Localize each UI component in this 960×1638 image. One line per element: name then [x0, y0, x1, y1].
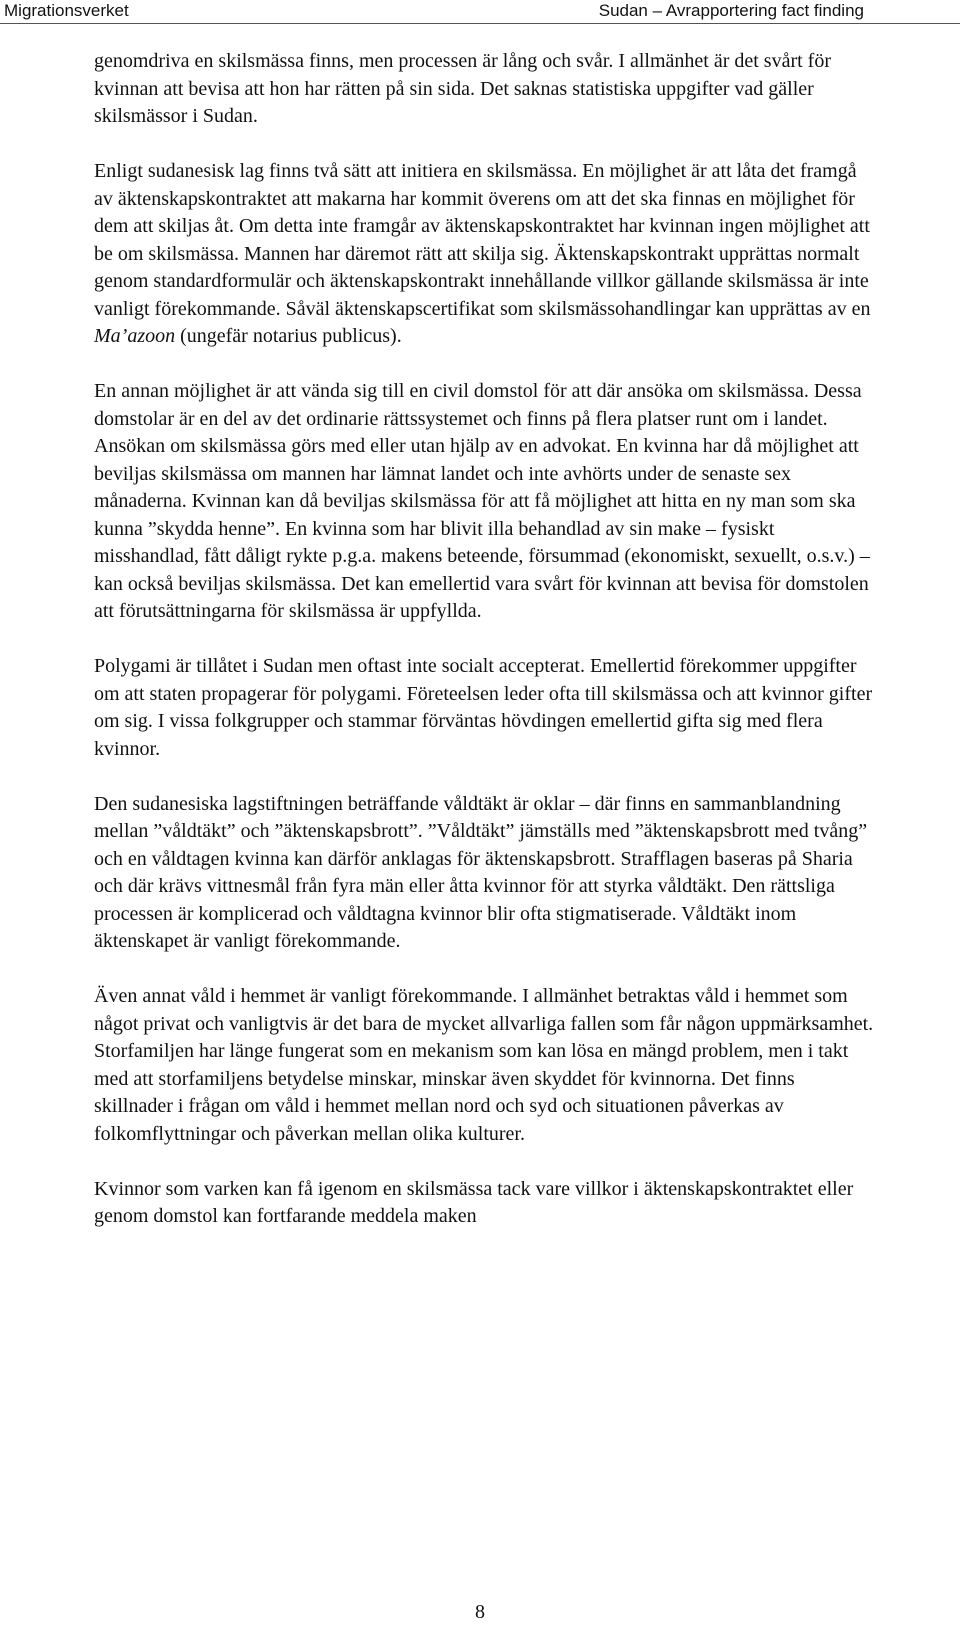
- paragraph: Den sudanesiska lagstiftningen beträffande våldtäkt är oklar – där finns en sammanblandning mellan ”våldtäkt” och ”äktenskapsbrott”. ”Våldtäkt” jämställs med ”äktenskapsbrott med tvång” och en våldtagen kvinna kan därför anklagas för äktenskapsbrott. Strafflagen baseras på Sharia och där krävs vittnesmål från fyra män eller åtta kvinnor för att styrka våldtäkt. Den rättsliga processen är komplicerad och våldtagna kvinnor blir ofta stigmatiserade. Våldtäkt inom äktenskapet är vanligt förekommande.: [94, 792, 868, 952]
- page-header: [0, 0, 960, 24]
- italic-term: Ma’azoon: [94, 325, 176, 347]
- paragraph: [94, 158, 874, 351]
- paragraph: En annan möjlighet är att vända sig till en civil domstol för att där ansöka om skilsmässa. Dessa domstolar är en del av det ordinarie rättssystemet och finns på flera platser runt om i landet. Ansökan om skilsmässa görs med eller utan hjälp av en advokat. En kvinna har då möjlighet att beviljas skilsmässa om mannen har lämnat landet och inte avhörts under de senaste sex månaderna. Kvinnan kan då beviljas skilsmässa för att få möjlighet att hitta en ny man som ska kunna ”skydda henne”. En kvinna som har blivit illa behandlad av sin make – fysiskt misshandlad, fått dåligt rykte p.g.a. makens beteende, försummad (ekonomiskt, sexuellt, o.s.v.) – kan också beviljas skilsmässa. Det kan emellertid vara svårt för kvinnan att bevisa för domstolen att förutsättningarna för skilsmässa är uppfyllda.: [94, 380, 870, 622]
- paragraph: Kvinnor som varken kan få igenom en skilsmässa tack vare villkor i äktenskapskontraktet eller genom domstol kan fortfarande meddela maken: [94, 1177, 854, 1227]
- paragraph-text: Enligt sudanesisk lag finns två sätt att initiera en skilsmässa. En möjlighet är att låta det framgå av äktenskapskontraktet att makarna har kommit överens om att det ska finnas en möjlighet för dem att skiljas åt. Om detta inte framgår av äktenskapskontraktet har kvinnan ingen möjlighet att be om skilsmässa. Mannen har däremot rätt att skilja sig. Äktenskapskontrakt upprättas normalt genom standardformulär och äktenskapskontrakt innehållande villkor gällande skilsmässa är inte vanligt förekommande. Såväl äktenskapscertifikat som skilsmässohandlingar kan upprättas av en: [94, 160, 871, 320]
- header-organization: Migrationsverket: [4, 1, 129, 20]
- page-number: 8: [475, 1601, 485, 1623]
- document-body: [94, 48, 874, 1231]
- paragraph-text: (ungefär notarius publicus).: [175, 325, 402, 347]
- header-document-title: Sudan – Avrapportering fact finding: [598, 1, 864, 20]
- paragraph: Polygami är tillåtet i Sudan men oftast inte socialt accepterat. Emellertid förekommer uppgifter om att staten propagerar för polygami. Företeelsen leder ofta till skilsmässa och att kvinnor gifter om sig. I vissa folkgrupper och stammar förväntas hövdingen emellertid gifta sig med flera kvinnor.: [94, 655, 873, 760]
- paragraph: Även annat våld i hemmet är vanligt förekommande. I allmänhet betraktas våld i hemmet som något privat och vanligtvis är det bara de mycket allvarliga fallen som får någon uppmärksamhet. Storfamiljen har länge fungerat som en mekanism som kan lösa en mängd problem, men i takt med att storfamiljens betydelse minskar, minskar även skyddet för kvinnorna. Det finns skillnader i frågan om våld i hemmet mellan nord och syd och situationen påverkas av folkomflyttningar och påverkan mellan olika kulturer.: [94, 985, 874, 1145]
- paragraph: genomdriva en skilsmässa finns, men processen är lång och svår. I allmänhet är det svårt för kvinnan att bevisa att hon har rätten på sin sida. Det saknas statistiska uppgifter vad gäller skilsmässor i Sudan.: [94, 50, 832, 127]
